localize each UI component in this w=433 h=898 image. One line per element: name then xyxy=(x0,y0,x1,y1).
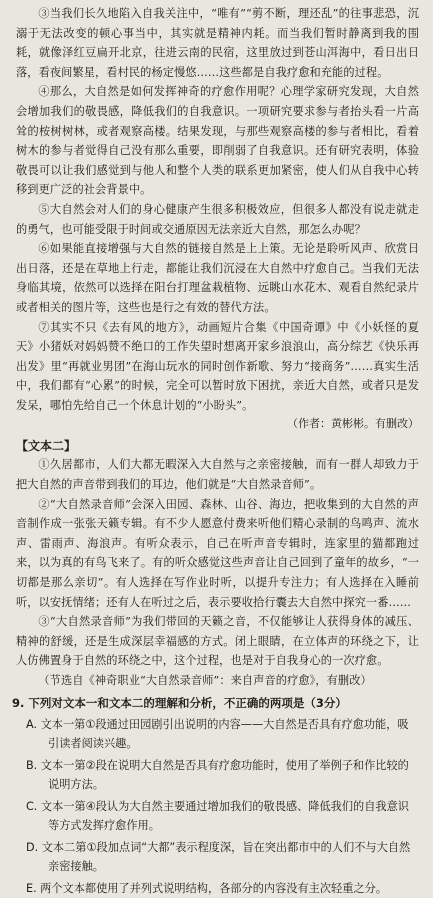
text1-paragraph-5: ⑤大自然会对人们的身心健康产生很多积极效应，但很多人都没有说走就走的勇气，也可能受限于时间或交通原因无法亲近大自然，那怎么办呢？ xyxy=(16,202,419,236)
text2-source: （节选自《神奇职业“大自然录音师”：来自声音的疗愈》，有删改） xyxy=(38,674,372,687)
text2-paragraph-1: ①久居都市，人们大都无暇深入大自然与之亲密接触，而有一群人却致力于把大自然的声音带到我们的耳边，他们就是“大自然录音师”。 xyxy=(16,458,419,492)
question-title: 9. 下列对文本一和文本二的理解和分析，不正确的两项是（3分） xyxy=(12,695,347,710)
text2-paragraph-3: ③“大自然录音师”为我们带回的天籁之音，不仅能够让人获得身体的减压、精神的舒缓，还是生成深层幸福感的方式。闭上眼睛，在立体声的环绕之下，让人仿佛置身于自然的环绕之中，这个过程，也是对于自我身心的一次疗愈。 xyxy=(16,615,419,668)
text1-paragraph-6: ⑥如果能直接增强与大自然的链接自然是上上策。无论是聆听风声、欣赏日出日落，还是在草地上行走，都能让我们沉浸在大自然中疗愈自己。当我们无法身临其境，依然可以选择在阳台打理盆栽植物、远眺山水花木、观看自然纪录片或者相关的图片等，这些也是行之有效的替代方法。 xyxy=(16,242,419,314)
option-a[interactable]: A. 文本一第①段通过田园剧引出说明的内容——大自然是否具有疗愈功能，吸引读者阅读兴趣。 xyxy=(26,717,409,751)
option-c[interactable]: C. 文本一第④段认为大自然主要通过增加我们的敬畏感、降低我们的自我意识等方式发挥疗愈作用。 xyxy=(26,799,409,833)
text1-paragraph-4: ④那么，大自然是如何发挥神奇的疗愈作用呢？心理学家研究发现，大自然会增加我们的敬畏感，降低我们的自我意识。一项研究要求参与者抬头看一片高耸的桉树树林，或者观察高楼。结果发现，与那些观察高楼的参与者相比，看着树木的参与者觉得自己没有那么重要，即削弱了自我意识。还有研究表明，体验敬畏可以让我们感觉到与他人和整个人类的联系更加紧密，使人们从自我中心转移到更广泛的社会背景中。 xyxy=(16,85,419,197)
text1-paragraph-3: ③当我们长久地陷入自我关注中，“唯有”“剪不断，理还乱”的往事悲恐，沉溺于无法改变的顿心事当中，其实就是精神内耗。而当我们暂时静离到我的围耗，就像泽红豆扁开北京，往进云南的民宿，这里放过到苍山洱海中，看日出日落，看夜间繁星，看村民的杨定慢悠……这些都是自我疗愈和充能的过程。 xyxy=(16,7,419,79)
text2-paragraph-2: ②“大自然录音师”会深入田园、森林、山谷、海边，把收集到的大自然的声音制作成一张张天籁专辑。有不少人愿意付费来听他们精心录制的鸟鸣声、流水声、雷雨声、海浪声。有听众表示，自己在听声音专辑时，连家里的猫都跑过来，以为真的有鸟飞来了。有的听众感觉这些声音让自己回到了童年的故乡，“一切都是那么亲切”。有人选择在写作业时听，以提升专注力；有人选择在入睡前听，以安抚情绪；还有人在听过之后，表示要收拾行囊去大自然中探究一番…… xyxy=(16,497,419,609)
option-b[interactable]: B. 文本一第②段在说明大自然是否具有疗愈功能时，使用了举例子和作比较的说明方法。 xyxy=(26,758,409,792)
option-d[interactable]: D. 文本二第①段加点词“大都”表示程度深，旨在突出都市中的人们不与大自然亲密接触。 xyxy=(26,840,411,874)
text1-author: （作者：黄彬彬。有删改） xyxy=(287,417,419,431)
text2-heading: 【文本二】 xyxy=(16,439,77,454)
option-e[interactable]: E. 两个文本都使用了并列式说明结构，各部分的内容没有主次轻重之分。 xyxy=(26,881,387,895)
text1-paragraph-7: ⑦其实不只《去有风的地方》，动画短片合集《中国奇谭》中《小妖怪的夏天》小猪妖对妈妈赞不绝口的工作失望时想离开家乡浪浪山，高分综艺《快乐再出发》里“再就业男团”在海山玩水的同时创作新歌、努力“接商务”……真实生活中，我们都有“心累”的时候，完全可以暂时放下困扰，亲近大自然，或者只是发发呆，哪怕先给自己一个休息计划的“小盼头”。 xyxy=(16,320,419,412)
